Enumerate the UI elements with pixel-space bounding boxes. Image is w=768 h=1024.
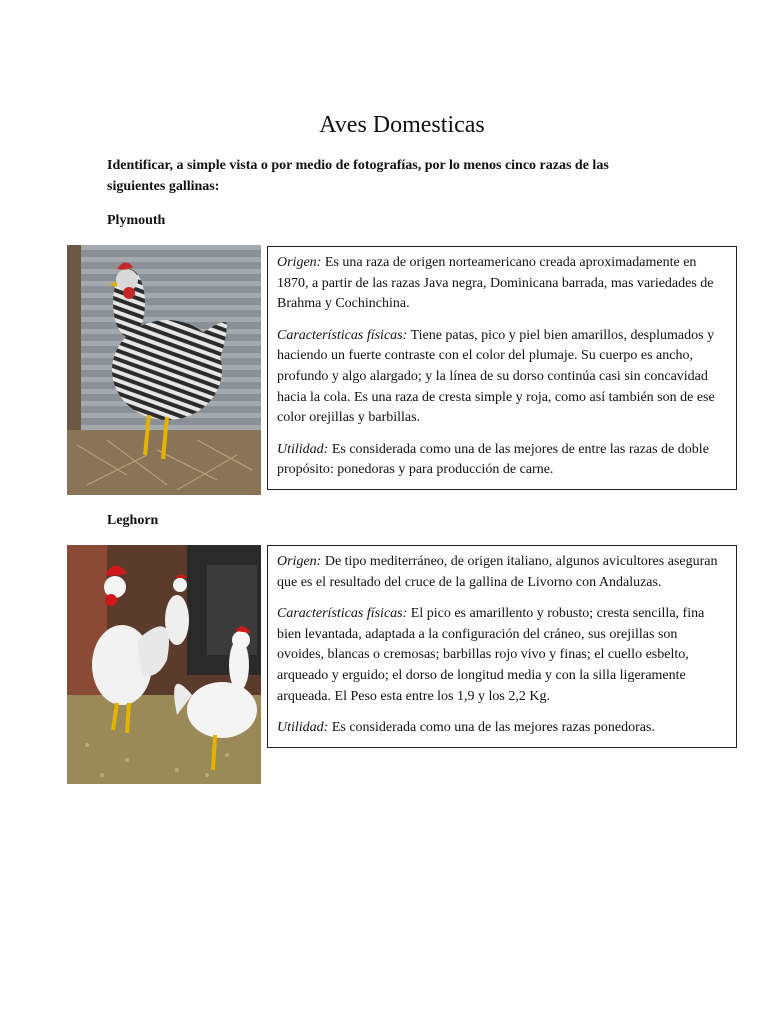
physical-text: Tiene patas, pico y piel bien amarillos, desplumados y haciendo un fuerte contraste con el color del plumaje. Su cuerpo es ancho, profundo y algo alargado; y la línea de su dorso continúa casi sin concavidad hacia la cola. Es una raza de cresta simple y roja, como así también son de ese color orejillas y barbillas. (277, 327, 715, 426)
origin-label: Origen: (277, 255, 322, 270)
instructions: Identificar, a simple vista o por medio de fotografías, por lo menos cinco razas de las siguientes gallinas: (107, 158, 609, 194)
utility-paragraph (277, 440, 727, 481)
plymouth-photo (67, 245, 261, 495)
utility-text: Es considerada como una de las mejores de entre las razas de doble propósito: ponedoras y para producción de carne. (277, 441, 709, 478)
breed-heading-leghorn: Leghorn (107, 513, 159, 528)
plymouth-description-box (267, 246, 737, 490)
origin-text: Es una raza de origen norteamericano creada aproximadamente en 1870, a partir de las razas Java negra, Dominicana barrada, mas variedades de Brahma y Cochinchina. (277, 255, 714, 312)
origin-paragraph (277, 253, 727, 315)
barred-rock-hen-icon (67, 245, 261, 495)
origin-paragraph (277, 552, 727, 593)
physical-label: Características físicas: (277, 327, 408, 343)
utility-label: Utilidad: (277, 441, 329, 457)
utility-text: Es considerada como una de las mejores razas ponedoras. (331, 720, 655, 736)
white-leghorn-chickens-icon (67, 545, 261, 784)
origin-label: Origen: (277, 554, 322, 569)
utility-paragraph (277, 718, 727, 739)
leghorn-description-box (267, 545, 737, 748)
leghorn-photo (67, 545, 261, 784)
page-title: Aves Domesticas (319, 112, 485, 138)
physical-paragraph (277, 326, 727, 429)
physical-label: Características físicas: (277, 606, 408, 622)
utility-label: Utilidad: (277, 720, 329, 736)
origin-text: De tipo mediterráneo, de origen italiano, algunos avicultores aseguran que es el resultado del cruce de la gallina de Livorno con Andaluzas. (277, 554, 718, 590)
physical-paragraph (277, 604, 727, 707)
breed-heading-plymouth: Plymouth (107, 213, 166, 228)
physical-text: El pico es amarillento y robusto; cresta sencilla, fina bien levantada, adaptada a la configuración del cráneo, sus orejillas son ovoides, blancas o cremosas; barbillas rojo vivo y finas; el cuello esbelto, arqueado y erguido; el dorso de longitud media y con la silla ligeramente arqueada. El Peso esta entre los 1,9 y los 2,2 Kg. (277, 606, 705, 704)
